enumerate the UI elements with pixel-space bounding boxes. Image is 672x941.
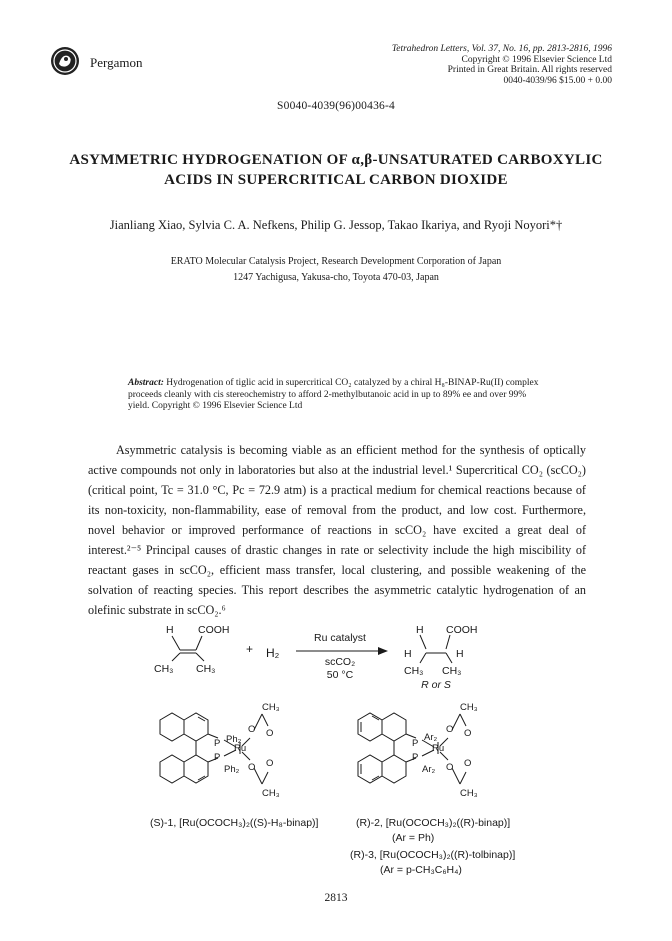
product-h-right: H (456, 648, 464, 660)
abstract (128, 378, 548, 413)
journal-copyright: Copyright © 1996 Elsevier Science Ltd (461, 54, 612, 65)
product-configuration: R or S (421, 679, 451, 691)
plus-sign: + (246, 642, 254, 656)
reaction-arrow (296, 647, 388, 655)
abstract-text: Hydrogenation of tiglic acid in supercritical CO₂ catalyzed by a chiral H₈-BINAP-Ru(II) complex proceeds cleanly with cis stereochemistry to afford 2-methylbutanoic acid in up to 89% ee and over 99% yield. Copyright © 1996 Elsevier Science Ltd (128, 378, 539, 411)
product-ch3-left: CH₃ (404, 665, 424, 677)
product-h-left: H (404, 648, 412, 660)
caption-compound-3: (R)-3, [Ru(OCOCH₃)₂((R)-tolbinap)] (350, 849, 516, 861)
catalyst-structures (150, 700, 530, 810)
reactant-tiglic-acid (154, 624, 230, 675)
left-o4: O (266, 758, 274, 769)
product-ch3-right: CH₃ (442, 665, 462, 677)
abstract-label: Abstract: (128, 378, 164, 388)
catalyst-label: Ru catalyst (314, 632, 366, 644)
reactant-cooh: COOH (198, 624, 230, 636)
reactant-ch3-right: CH₃ (196, 663, 216, 675)
title-line-1: ASYMMETRIC HYDROGENATION OF α,β-UNSATURATED CARBOXYLIC (69, 152, 603, 168)
caption-compound-2: (R)-2, [Ru(OCOCH₃)₂((R)-binap)] (356, 817, 511, 829)
affiliation-line-1: ERATO Molecular Catalysis Project, Research Development Corporation of Japan (170, 256, 502, 267)
publisher-logo (50, 46, 80, 76)
journal-price: 0040-4039/96 $15.00 + 0.00 (503, 75, 612, 86)
hydrogen: H₂ (266, 646, 280, 660)
caption-compound-1: (S)-1, [Ru(OCOCH₃)₂((S)-H₈-binap)] (150, 817, 319, 829)
affiliation (0, 254, 672, 286)
left-o2: O (266, 728, 274, 739)
left-ru: Ru (234, 743, 247, 754)
article-title (60, 150, 612, 190)
publisher-name: Pergamon (90, 55, 143, 70)
left-ch3-top: CH₃ (262, 702, 280, 713)
right-o4: O (464, 758, 472, 769)
journal-citation: Tetrahedron Letters, Vol. 37, No. 16, pp. 2813-2816, 1996 (391, 44, 612, 54)
left-ph2-top: Ph₂ (226, 734, 242, 745)
left-o1: O (248, 724, 256, 735)
title-line-2: ACIDS IN SUPERCRITICAL CARBON DIOXIDE (164, 172, 508, 188)
product-h-top: H (416, 624, 424, 636)
right-ch3-bottom: CH₃ (460, 788, 478, 799)
journal-printed: Printed in Great Britain. All rights reserved (447, 65, 612, 75)
doi: S0040-4039(96)00436-4 (277, 100, 395, 112)
reactant-ch3-left: CH₃ (154, 663, 174, 675)
affiliation-line-2: 1247 Yachigusa, Yakusa-cho, Toyota 470-03, Japan (233, 272, 439, 283)
right-ch3-top: CH₃ (460, 702, 478, 713)
product-methylbutanoic-acid (404, 624, 478, 691)
temperature-label: 50 °C (326, 669, 354, 681)
body-paragraph: Asymmetric catalysis is becoming viable as an efficient method for the synthesis of optically active compounds not only in laboratories but also at the industrial level.¹ Supercritical CO₂ (scCO₂) (critical point, Tc = 31.0 °C, Pc = 72.9 atm) is a practical medium for chemical reactions because of its non-toxicity, non-flammability, ease of removal from the product, and low cost. Furthermore, novel behavior or improved performance of reactions in scCO₂ have excited a great deal of interest.²⁻⁵ Principal causes of drastic changes in rate or selectivity include the high miscibility of reactant gases in scCO₂, efficient mass transfer, local clustering, and possible weakening of the solvation of reacting species. This report describes the asymmetric catalytic hydrogenation of an olefinic substrate in scCO₂.⁶ (88, 443, 586, 617)
journal-info (392, 44, 612, 86)
right-o1: O (446, 724, 454, 735)
authors: Jianliang Xiao, Sylvia C. A. Nefkens, Philip G. Jessop, Takao Ikariya, and Ryoji Noyori*† (109, 218, 563, 232)
left-ph2-bottom: Ph₂ (224, 764, 240, 775)
right-ru: Ru (432, 743, 445, 754)
product-cooh: COOH (446, 624, 478, 636)
solvent-label: scCO₂ (324, 656, 356, 668)
right-ar2-bottom: Ar₂ (422, 764, 436, 775)
left-ch3-bottom: CH₃ (262, 788, 280, 799)
right-o3: O (446, 762, 454, 773)
right-p-bottom: P (412, 752, 419, 763)
caption-compound-2-ar: (Ar = Ph) (392, 832, 435, 844)
right-ar2-top: Ar₂ (424, 732, 438, 743)
left-p-bottom: P (214, 752, 221, 763)
caption-compound-3-ar: (Ar = p-CH₃C₆H₄) (380, 864, 462, 876)
right-p-top: P (412, 738, 419, 749)
page-number: 2813 (324, 892, 348, 904)
reactant-h: H (166, 624, 174, 636)
right-o2: O (464, 728, 472, 739)
left-o3: O (248, 762, 256, 773)
left-p-top: P (214, 738, 221, 749)
